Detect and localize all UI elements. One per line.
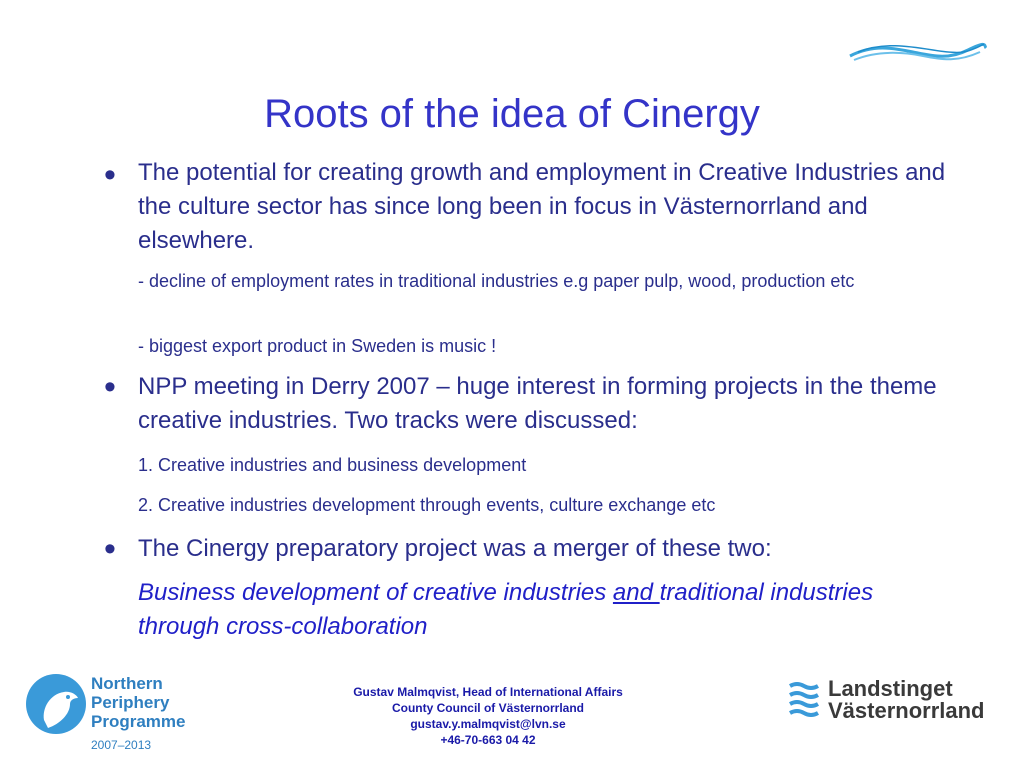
footer-phone: +46-70-663 04 42 bbox=[440, 733, 536, 747]
bullet-3-marker: • bbox=[104, 530, 116, 568]
bullet-1-marker: • bbox=[104, 156, 116, 194]
bullet-2-text: NPP meeting in Derry 2007 – huge interest in forming projects in the theme creative industries. Two tracks were discussed: bbox=[138, 373, 937, 434]
landstinget-wave-icon bbox=[788, 678, 820, 724]
emphasis-underlined: and bbox=[612, 579, 660, 606]
landstinget-line-1: Landstinget bbox=[828, 676, 953, 701]
landstinget-line-2: Västernorrland bbox=[828, 698, 985, 723]
footer-email: gustav.y.malmqvist@lvn.se bbox=[410, 717, 566, 731]
footer-name: Gustav Malmqvist, Head of International Affairs bbox=[353, 685, 623, 699]
npp-name-line-2: Periphery bbox=[91, 693, 170, 712]
bullet-2-marker: • bbox=[104, 368, 116, 406]
bullet-1-sub-1: - decline of employment rates in traditional industries e.g paper pulp, wood, production etc bbox=[138, 271, 855, 291]
npp-name-line-1: Northern bbox=[91, 674, 163, 693]
npp-years: 2007–2013 bbox=[91, 738, 152, 752]
footer-organization: County Council of Västernorrland bbox=[391, 701, 584, 715]
landstinget-name bbox=[828, 678, 985, 722]
wave-decoration bbox=[848, 40, 988, 68]
bullet-2-sub-1: 1. Creative industries and business development bbox=[138, 455, 527, 475]
npp-name-line-3: Programme bbox=[91, 712, 186, 731]
npp-name bbox=[91, 674, 185, 731]
bullet-2-sub-2: 2. Creative industries development through events, culture exchange etc bbox=[138, 495, 716, 515]
emphasis-part-1: Business development of creative industries bbox=[138, 579, 613, 606]
bullet-1-text: The potential for creating growth and employment in Creative Industries and the culture sector has since long been in focus in Västernorrland and elsewhere. bbox=[138, 159, 946, 254]
emphasis-part-2: traditional industries through cross-collaboration bbox=[138, 579, 874, 640]
footer-contact bbox=[318, 684, 658, 748]
bullet-3-emphasis bbox=[138, 576, 898, 644]
slide-title: Roots of the idea of Cinergy bbox=[264, 92, 760, 136]
bullet-3-text: The Cinergy preparatory project was a merger of these two: bbox=[138, 535, 772, 562]
bullet-1-sub-2: - biggest export product in Sweden is music ! bbox=[138, 336, 497, 356]
